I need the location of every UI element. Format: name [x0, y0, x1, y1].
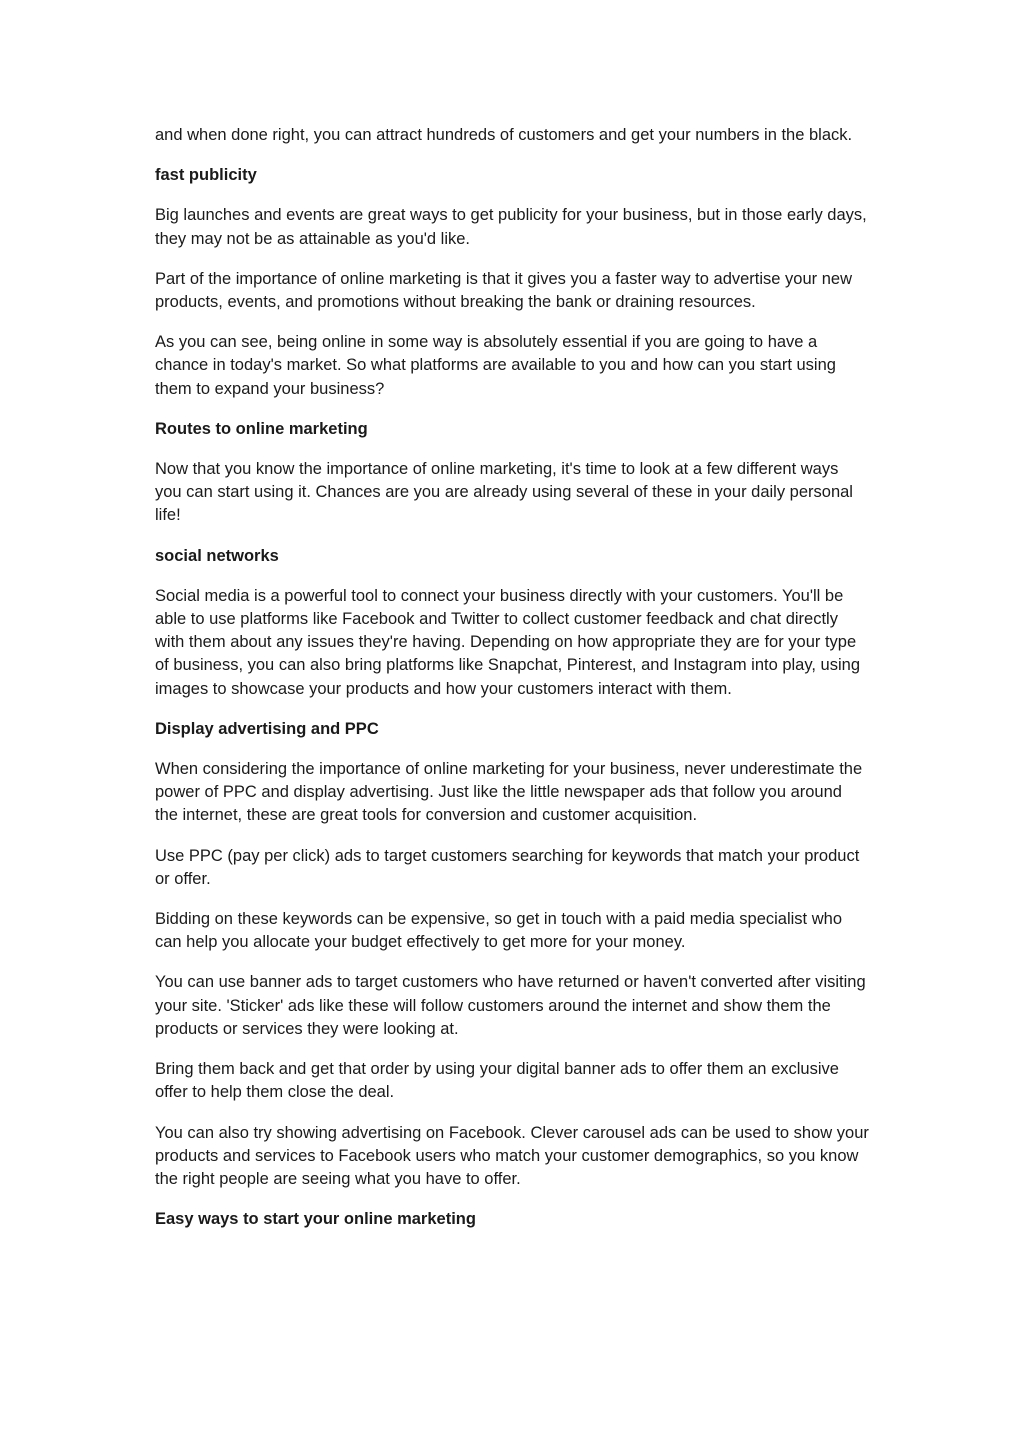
paragraph-facebook-advertising: You can also try showing advertising on Facebook. Clever carousel ads can be used to show your products and services to Facebook users who match your customer demographics, so you know the right people are seeing what you have to offer.: [155, 1123, 869, 1188]
document-page: [155, 124, 869, 1248]
paragraph-bring-them-back: Bring them back and get that order by using your digital banner ads to offer them an exclusive offer to help them close the deal.: [155, 1060, 839, 1102]
paragraph-bidding-keywords: Bidding on these keywords can be expensive, so get in touch with a paid media specialist who can help you allocate your budget effectively to get more for your money.: [155, 910, 842, 952]
heading-routes-to-online-marketing: Routes to online marketing: [155, 419, 368, 438]
paragraph-being-online: As you can see, being online in some way is absolutely essential if you are going to have a chance in today's market. So what platforms are available to you and how can you start using them to expand your business?: [155, 333, 836, 398]
paragraph-now-that-you-know: Now that you know the importance of online marketing, it's time to look at a few different ways you can start using it. Chances are you are already using several of these in your daily personal life!: [155, 460, 853, 525]
heading-easy-ways-to-start: Easy ways to start your online marketing: [155, 1210, 476, 1229]
heading-fast-publicity: fast publicity: [155, 166, 257, 185]
heading-social-networks: social networks: [155, 546, 279, 565]
paragraph-banner-ads: You can use banner ads to target customers who have returned or haven't converted after visiting your site. 'Sticker' ads like these will follow customers around the internet and show them the products or services they were looking at.: [155, 973, 866, 1038]
paragraph-intro-continued: and when done right, you can attract hundreds of customers and get your numbers in the black.: [155, 126, 853, 144]
paragraph-big-launches: Big launches and events are great ways to get publicity for your business, but in those early days, they may not be as attainable as you'd like.: [155, 206, 867, 248]
paragraph-importance-faster-way: Part of the importance of online marketing is that it gives you a faster way to advertise your new products, events, and promotions without breaking the bank or draining resources.: [155, 269, 853, 312]
heading-display-advertising-ppc: Display advertising and PPC: [155, 719, 379, 738]
paragraph-social-media: Social media is a powerful tool to connect your business directly with your customers. You'll be able to use platforms like Facebook and Twitter to collect customer feedback and chat directly with them about any issues they're having. Depending on how appropriate they are for your type of business, you can also bring platforms like Snapchat, Pinterest, and Instagram into play, using images to showcase your products and how your customers interact with them.: [155, 586, 860, 698]
paragraph-use-ppc: Use PPC (pay per click) ads to target customers searching for keywords that match your product or offer.: [155, 846, 860, 888]
paragraph-considering-importance: When considering the importance of online marketing for your business, never underestimate the power of PPC and display advertising. Just like the little newspaper ads that follow you around the internet, these are great tools for conversion and customer acquisition.: [155, 760, 863, 825]
